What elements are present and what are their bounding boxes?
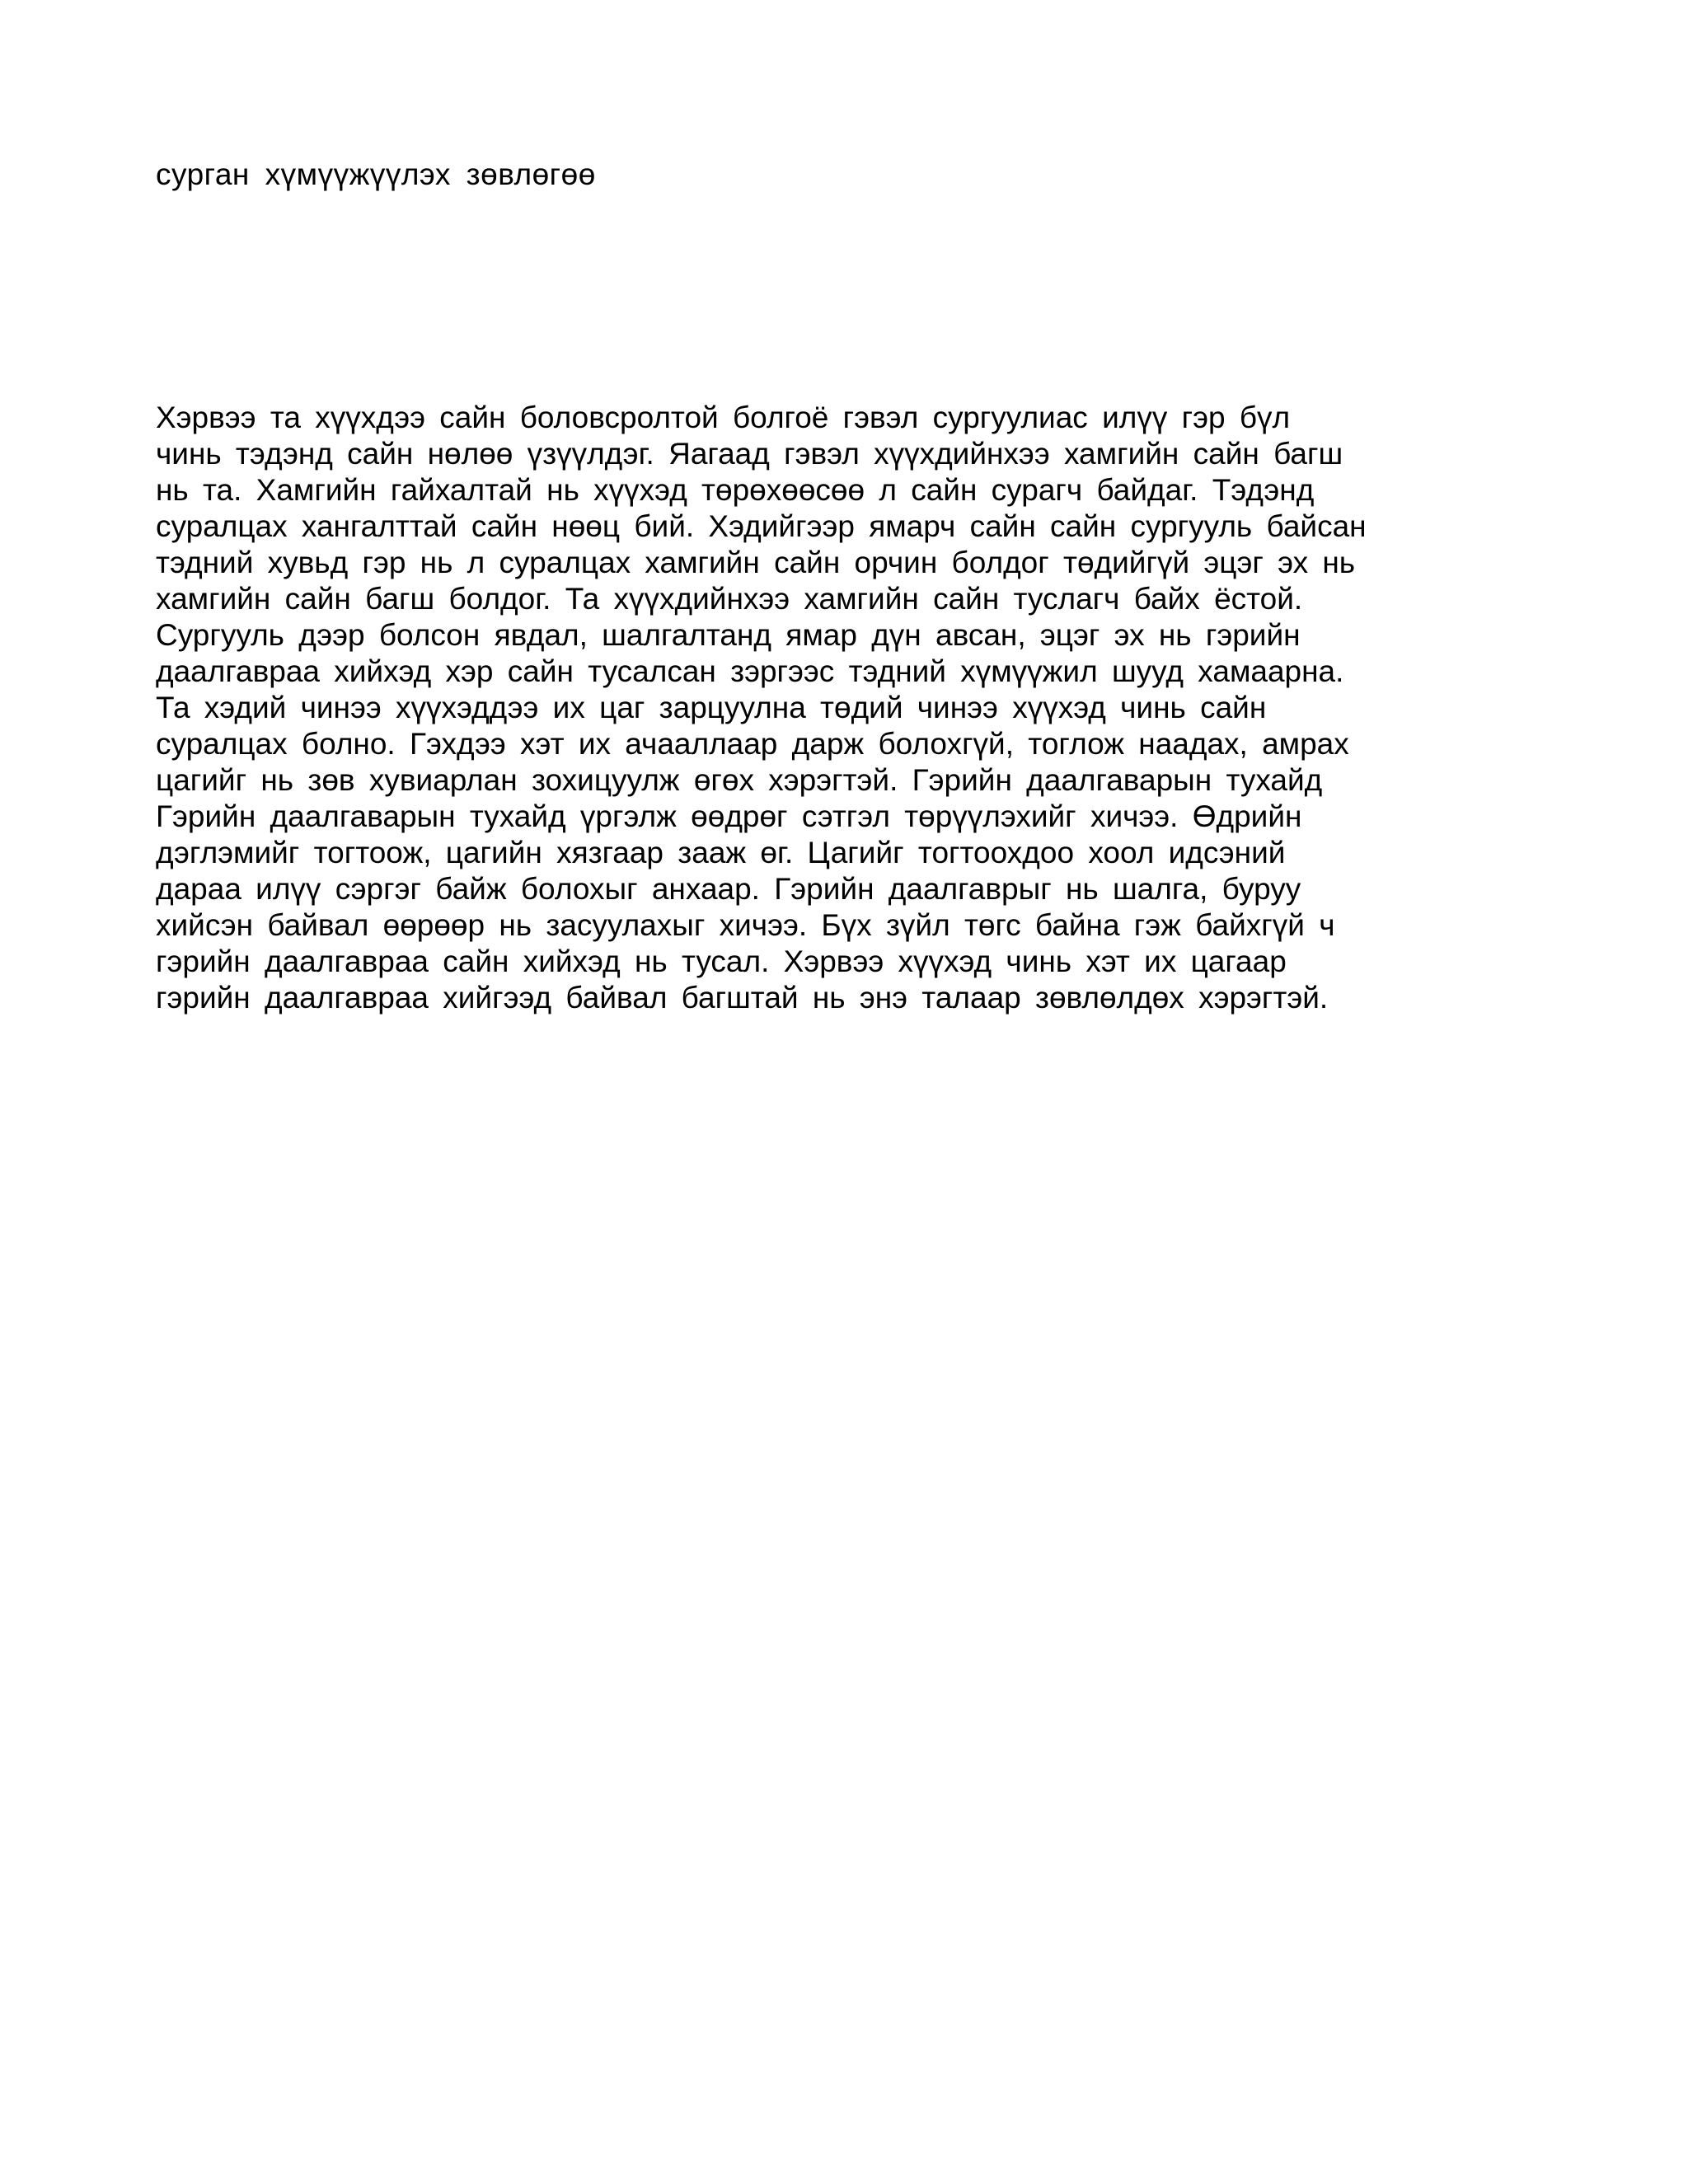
body-line: суралцах хангалттай сайн нөөц бий. Хэдийгээр ямарч сайн сайн сургууль байсан (156, 509, 1367, 543)
body-line: цагийг нь зөв хувиарлан зохицуулж өгөх хэрэгтэй. Гэрийн даалгаварын тухайд (156, 763, 1323, 797)
body-line: Сургууль дээр болсон явдал, шалгалтанд ямар дүн авсан, эцэг эх нь гэрийн (156, 618, 1301, 652)
body-line: Гэрийн даалгаварын тухайд үргэлж өөдрөг сэтгэл төрүүлэхийг хичээ. Өдрийн (156, 799, 1302, 833)
body-line: хийсэн байвал өөрөөр нь засуулахыг хичээ. Бүх зүйл төгс байна гэж байхгүй ч (156, 908, 1335, 942)
body-line: суралцах болно. Гэхдээ хэт их ачааллаар дарж болохгүй, тоглож наадах, амрах (156, 727, 1349, 761)
body-line: нь та. Хамгийн гайхалтай нь хүүхэд төрөхөөсөө л сайн сурагч байдаг. Тэдэнд (156, 473, 1315, 507)
body-line: тэдний хувьд гэр нь л суралцах хамгийн сайн орчин болдог төдийгүй эцэг эх нь (156, 546, 1356, 579)
body-line: дараа илүү сэргэг байж болохыг анхаар. Гэрийн даалгаврыг нь шалга, буруу (156, 872, 1301, 906)
document-title: сурган хүмүүжүүлэх зөвлөгөө (156, 157, 596, 191)
body-line: дэглэмийг тогтоож, цагийн хязгаар зааж өг. Цагийг тогтоохдоо хоол идсэний (156, 836, 1286, 869)
body-line: хамгийн сайн багш болдог. Та хүүхдийнхээ хамгийн сайн туслагч байх ёстой. (156, 582, 1303, 616)
document-body (156, 400, 1557, 1016)
body-line: гэрийн даалгавраа сайн хийхэд нь тусал. Хэрвээ хүүхэд чинь хэт их цагаар (156, 944, 1287, 978)
body-line: Хэрвээ та хүүхдээ сайн боловсролтой болгоё гэвэл сургуулиас илүү гэр бүл (156, 401, 1291, 434)
body-line: даалгавраа хийхэд хэр сайн тусалсан зэргээс тэдний хүмүүжил шууд хамаарна. (156, 654, 1344, 688)
body-line: чинь тэдэнд сайн нөлөө үзүүлдэг. Яагаад гэвэл хүүхдийнхээ хамгийн сайн багш (156, 437, 1343, 471)
body-line: Та хэдий чинээ хүүхэддээ их цаг зарцуулна төдий чинээ хүүхэд чинь сайн (156, 691, 1267, 724)
body-line: гэрийн даалгавраа хийгээд байвал багштай нь энэ талаар зөвлөлдөх хэрэгтэй. (156, 981, 1329, 1015)
